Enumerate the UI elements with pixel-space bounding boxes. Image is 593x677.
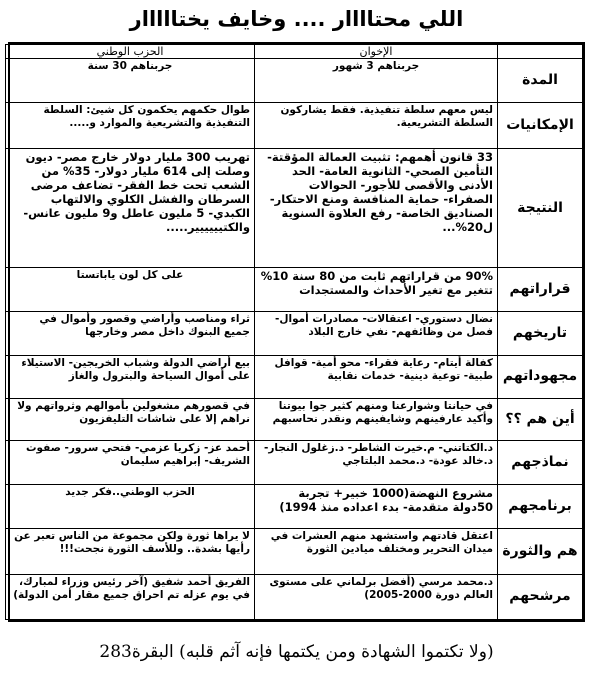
watani-cell: على كل لون ياباتستا [6, 268, 255, 312]
watani-cell: جربناهم 30 سنة [6, 59, 255, 102]
row-label: مرشحهم [498, 574, 583, 619]
ikhwan-cell: كفالة أيتام- رعاية فقراء- محو أمية- قوافل طبية- توعية دينية- خدمات نقابية [255, 355, 498, 398]
ikhwan-cell: ليس معهم سلطة تنفيذية. فقط يشاركون السلطة التشريعية. [255, 102, 498, 148]
table-row [6, 59, 583, 102]
comparison-table [5, 44, 583, 620]
watani-cell: الحزب الوطني..فكر جديد [6, 485, 255, 529]
row-label: قراراتهم [498, 268, 583, 312]
header-label [498, 45, 583, 59]
row-label: النتيجة [498, 148, 583, 267]
row-label: الإمكانيات [498, 102, 583, 148]
table-row [6, 440, 583, 484]
table-row [6, 355, 583, 398]
row-label: أين هم ؟؟ [498, 398, 583, 440]
table-row [6, 574, 583, 619]
row-label: هم والثورة [498, 529, 583, 574]
ikhwan-cell: د.الكتاتني- م.خيرت الشاطر- د.زغلول النجار- د.خالد عودة- د.محمد البلتاجي [255, 440, 498, 484]
ikhwan-cell: اعتقل قادتهم واستشهد منهم العشرات في ميدان التحرير ومختلف ميادين الثورة [255, 529, 498, 574]
page-title: اللي محتاااار .... وخايف يختااااار [129, 7, 464, 31]
table-row [6, 268, 583, 312]
row-label: برنامجهم [498, 485, 583, 529]
table-row [6, 529, 583, 574]
row-label: مجهوداتهم [498, 355, 583, 398]
watani-cell: لا يراها ثورة ولكن مجموعة من الناس تعبر عن رأيها بشدة.. وللأسف الثورة نجحت!!! [6, 529, 255, 574]
ikhwan-cell: 90% من قراراتهم ثابت من 80 سنة 10% تتغير مع تغير الأحداث والمستجدات [255, 268, 498, 312]
watani-cell: الفريق أحمد شفيق (آخر رئيس وزراء لمبارك، في يوم عزله تم احراق جميع مقار أمن الدولة) [6, 574, 255, 619]
table-row [6, 312, 583, 355]
ikhwan-cell: في حيانتا وشوارعنا ومنهم كثير جوا بيوتنا وأكيد عارفينهم وشايفينهم ونقدر نحاسبهم [255, 398, 498, 440]
table-row [6, 102, 583, 148]
watani-cell: ثراء ومناصب وأراضي وقصور وأموال في جميع البنوك داخل مصر وخارجها [6, 312, 255, 355]
watani-cell: طوال حكمهم يحكمون كل شيئ: السلطة التنفيذية والتشريعية والموارد و..... [6, 102, 255, 148]
header-row [6, 45, 583, 59]
table-row [6, 485, 583, 529]
comparison-table-frame [8, 42, 585, 622]
watani-cell: تهريب 300 مليار دولار خارج مصر- ديون وصلت إلى 614 مليار دولار- 35% من الشعب تحت خط الفقر- تضاعف مرضى السرطان والفشل الكلوي والالتهاب الكبدي- 5 مليون عاطل و9 مليون عانس- والكتيييييير..... [6, 148, 255, 267]
row-label: المدة [498, 59, 583, 102]
ikhwan-cell: مشروع النهضة(1000 خبير+ تجربة 50دولة متقدمة- بدء اعداده منذ 1994) [255, 485, 498, 529]
watani-cell: بيع أراضي الدولة وشباب الخريجين- الاستيلاء على أموال السياحة والبترول والغاز [6, 355, 255, 398]
row-label: تاريخهم [498, 312, 583, 355]
ikhwan-cell: 33 قانون أهمهم: تثبيت العمالة المؤقتة- التأمين الصحي- الثانوية العامة- الحد الأدنى والأقصى للأجور- الحوالات الصفراء- حماية المنافسة ومنع الاحتكار- الصناديق الخاصة- رفع العلاوة السنوية ل20%... [255, 148, 498, 267]
table-row [6, 148, 583, 267]
table-row [6, 398, 583, 440]
watani-cell: في قصورهم مشغولين بأموالهم وثرواتهم ولا نراهم إلا على شاشات التليفزيون [6, 398, 255, 440]
header-ikhwan: الإخوان [255, 45, 498, 59]
watani-cell: أحمد عز- زكريا عزمي- فتحي سرور- صفوت الشريف- إبراهيم سليمان [6, 440, 255, 484]
ikhwan-cell: جربناهم 3 شهور [255, 59, 498, 102]
ikhwan-cell: نضال دستوري- اعتقالات- مصادرات أموال- فصل من وظائفهم- نفي خارج البلاد [255, 312, 498, 355]
ikhwan-cell: د.محمد مرسي (أفضل برلماني على مستوى العالم دورة 2000-2005) [255, 574, 498, 619]
header-watani: الحزب الوطني [6, 45, 255, 59]
row-label: نماذجهم [498, 440, 583, 484]
quran-verse: (ولا تكتموا الشهادة ومن يكتمها فإنه آثم قلبه) البقرة283 [99, 642, 494, 662]
